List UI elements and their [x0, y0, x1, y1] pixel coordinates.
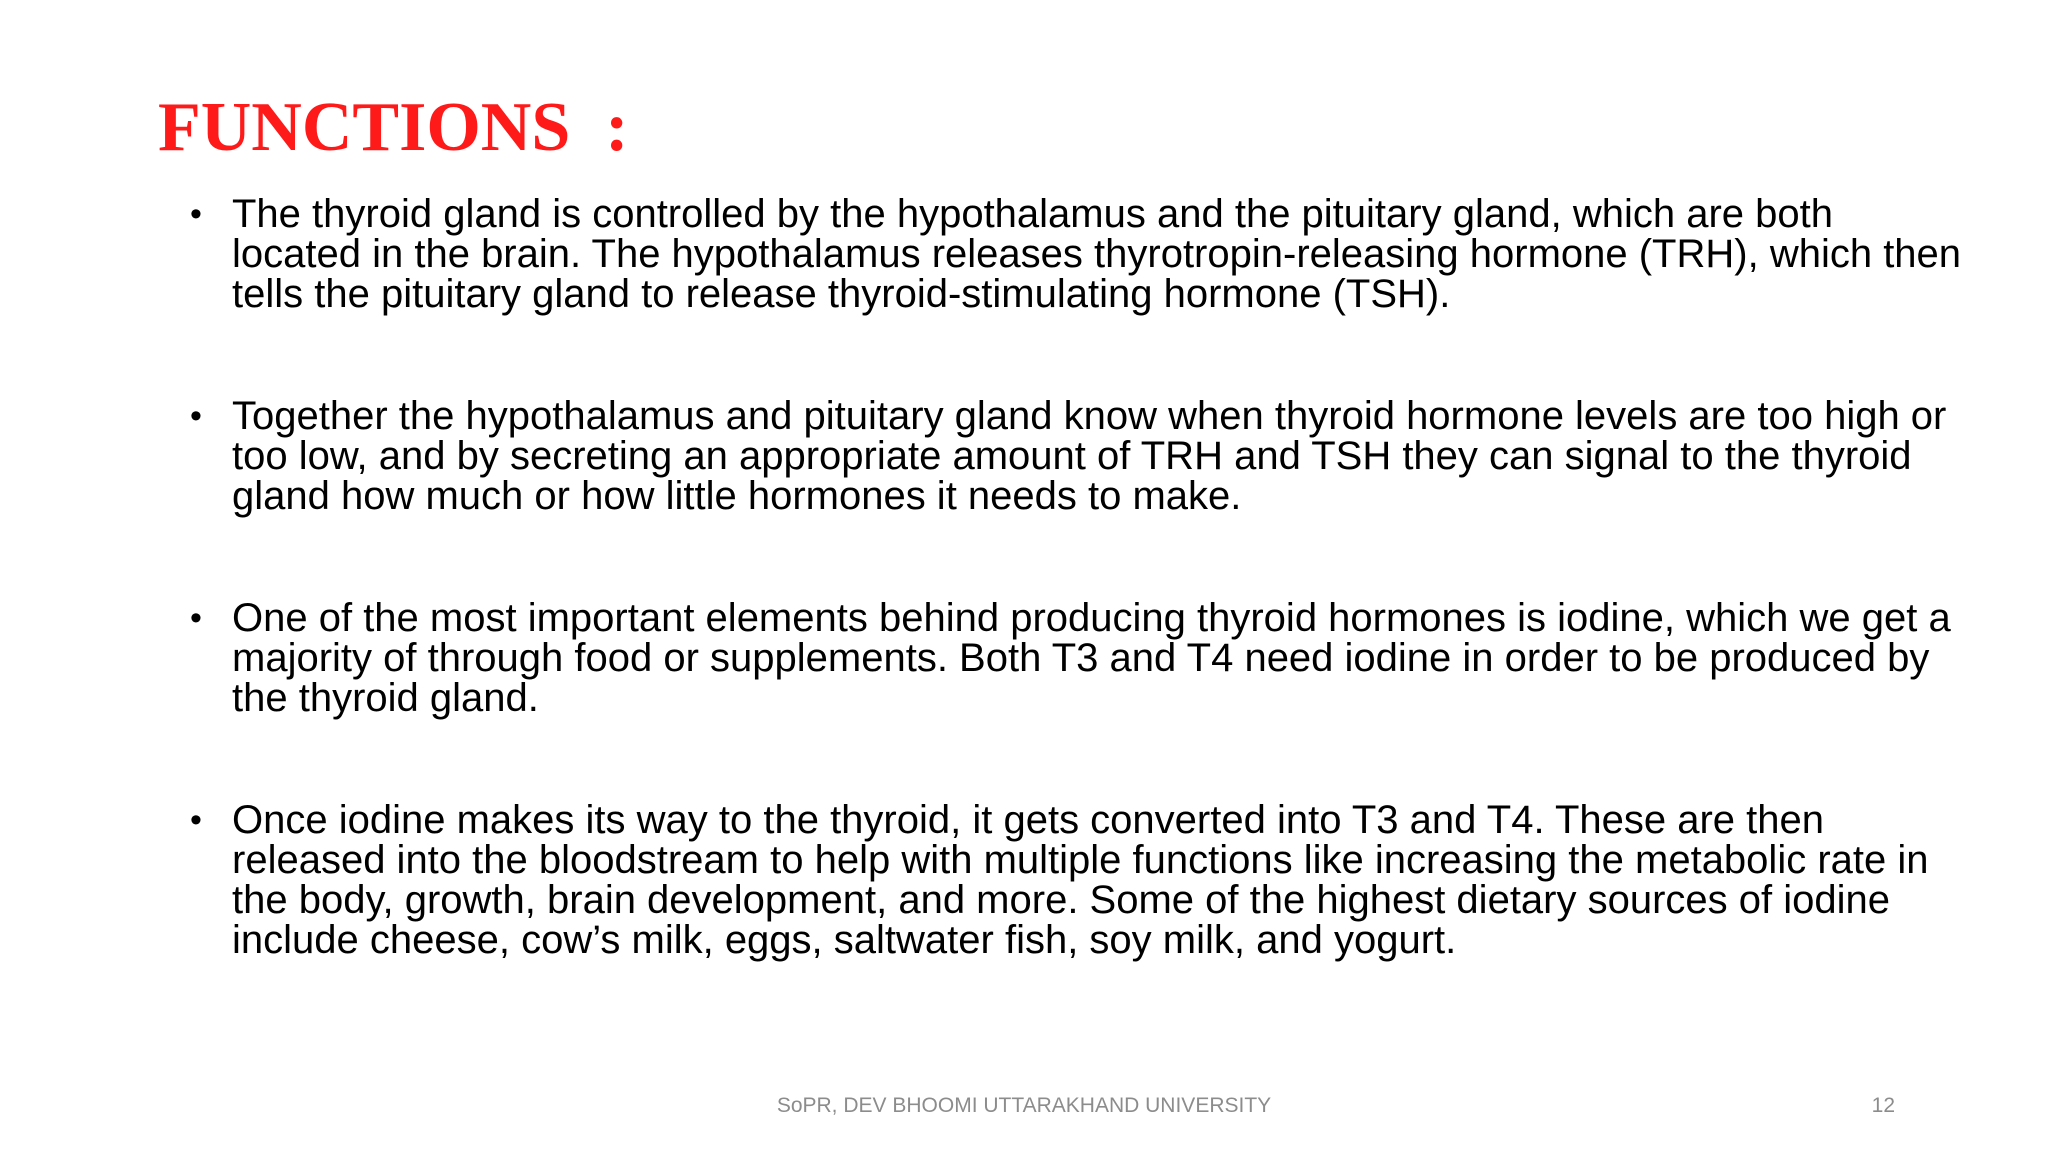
- bullet-text: Once iodine makes its way to the thyroid, it gets converted into T3 and T4. These are then released into the bloodstream to help with multiple functions like increasing the metabolic rate in the body, growth, brain development, and more. Some of the highest dietary sources of iodine include cheese, cow’s milk, eggs, saltwater fish, soy milk, and yogurt.: [232, 798, 1929, 962]
- slide-title: FUNCTIONS :: [158, 89, 629, 166]
- bullet-item: [190, 194, 1970, 314]
- bullet-text: The thyroid gland is controlled by the hypothalamus and the pituitary gland, which are both located in the brain. The hypothalamus releases thyrotropin-releasing hormone (TRH), which then tells the pituitary gland to release thyroid-stimulating hormone (TSH).: [232, 192, 1962, 316]
- bullet-item: [190, 396, 1970, 516]
- bullet-text: One of the most important elements behind producing thyroid hormones is iodine, which we get a majority of through food or supplements. Both T3 and T4 need iodine in order to be produced by the thyroid gland.: [232, 596, 1951, 720]
- bullet-text: Together the hypothalamus and pituitary gland know when thyroid hormone levels are too high or too low, and by secreting an appropriate amount of TRH and TSH they can signal to the thyroid gland how much or how little hormones it needs to make.: [232, 394, 1947, 518]
- footer-university: SoPR, DEV BHOOMI UTTARAKHAND UNIVERSITY: [776, 1094, 1272, 1117]
- bullet-marker: •: [190, 195, 202, 233]
- bullet-marker: •: [190, 599, 202, 637]
- bullet-item: [190, 800, 1970, 960]
- bullet-marker: •: [190, 801, 202, 839]
- bullet-marker: •: [190, 397, 202, 435]
- bullet-item: [190, 598, 1970, 718]
- page-number: 12: [1871, 1094, 1895, 1117]
